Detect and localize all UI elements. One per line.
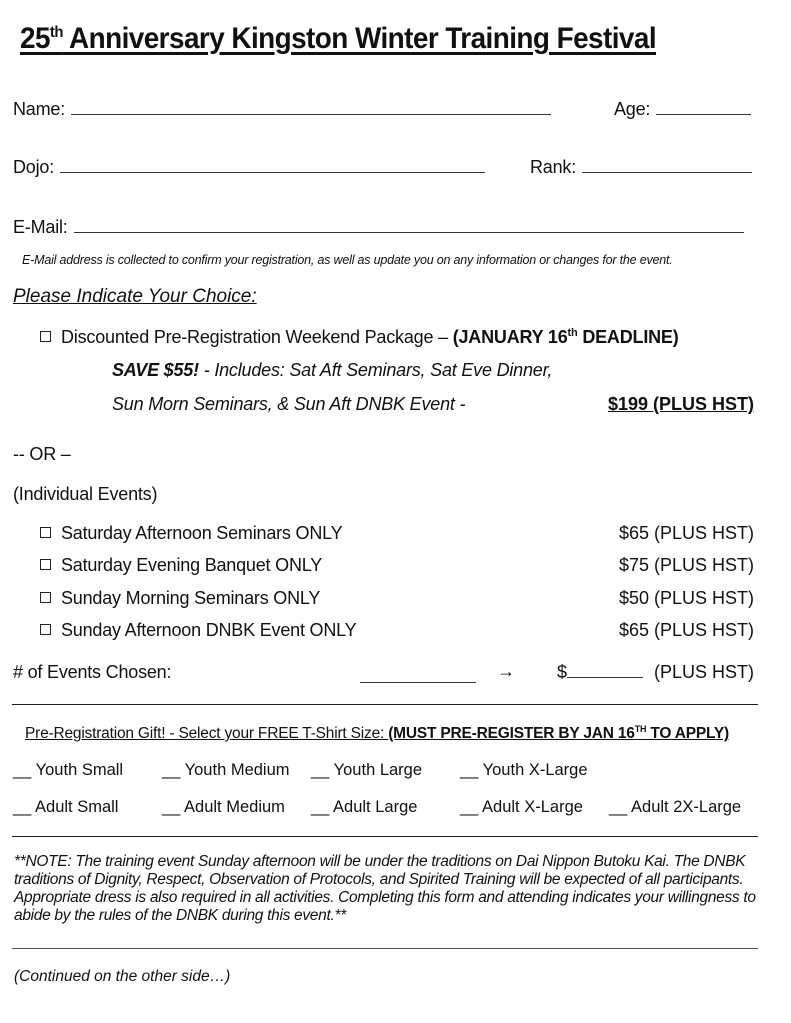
name-field [13,99,551,120]
dojo-label: Dojo: [13,157,55,177]
shirt-option-adult-large[interactable]: __ Adult Large [311,798,418,816]
individual-heading: (Individual Events) [13,484,158,504]
dojo-field [13,157,485,178]
event-checkbox[interactable] [40,624,51,635]
total-field: $ [557,662,643,683]
divider [12,948,758,949]
dojo-input[interactable] [60,171,485,173]
event-price: $75 (PLUS HST) [618,555,754,575]
event-option[interactable]: Saturday Evening Banquet ONLY [40,555,322,576]
package-checkbox[interactable] [40,331,51,342]
divider [12,836,758,837]
event-checkbox[interactable] [40,592,51,603]
shirt-option-adult-2xlarge[interactable]: __ Adult 2X-Large [609,798,742,816]
email-field [13,217,744,238]
age-input[interactable] [656,113,751,115]
gift-heading: Pre-Registration Gift! - Select your FREE T-Shirt Size: (MUST PRE-REGISTER BY JAN 16TH TO APPLY) [25,724,729,743]
event-price: $65 (PLUS HST) [618,620,754,640]
divider [12,704,758,705]
continued-note: (Continued on the other side…) [14,968,231,985]
rank-input[interactable] [582,171,752,173]
form-title: 25th Anniversary Kingston Winter Training Festival [20,22,657,55]
shirt-option-adult-xlarge[interactable]: __ Adult X-Large [460,798,583,816]
rank-label: Rank: [530,157,577,177]
event-option[interactable]: Saturday Afternoon Seminars ONLY [40,523,342,544]
total-input[interactable] [567,676,643,678]
package-includes-line-1: SAVE $55! - Includes: Sat Aft Seminars, Sat Eve Dinner, [112,360,553,380]
email-note: E-Mail address is collected to confirm your registration, as well as update you on any information or changes for the event. [22,253,673,267]
choice-heading: Please Indicate Your Choice: [13,286,257,307]
shirt-option-youth-large[interactable]: __ Youth Large [311,761,423,779]
email-label: E-Mail: [13,217,68,237]
shirt-option-youth-xlarge[interactable]: __ Youth X-Large [460,761,588,779]
event-option[interactable]: Sunday Afternoon DNBK Event ONLY [40,620,356,641]
package-price: $199 (PLUS HST) [607,394,754,414]
package-option[interactable] [40,327,679,348]
name-input[interactable] [71,113,551,115]
shirt-option-adult-small[interactable]: __ Adult Small [13,798,119,816]
age-field [614,99,751,120]
package-label: Discounted Pre-Registration Weekend Package – [61,327,453,347]
dnbk-note: **NOTE: The training event Sunday afternoon will be under the traditions on Dai Nippon Butoku Kai. The DNBK traditions of Dignity, Respect, Observation of Protocols, and Spirited Training will be expected of all participants. Appropriate dress is also required in all activities. Completing this form and attending indicates your willingness to abide by the rules of the DNBK during this event.** [14,853,756,924]
name-label: Name: [13,99,66,119]
shirt-option-youth-medium[interactable]: __ Youth Medium [162,761,290,779]
event-option[interactable]: Sunday Morning Seminars ONLY [40,588,320,609]
events-count-input[interactable] [360,682,476,683]
or-separator: -- OR – [13,444,71,464]
shirt-option-youth-small[interactable]: __ Youth Small [13,761,124,779]
shirt-option-adult-medium[interactable]: __ Adult Medium [162,798,285,816]
event-checkbox[interactable] [40,559,51,570]
event-price: $50 (PLUS HST) [618,588,754,608]
arrow-icon: → [497,661,515,681]
event-checkbox[interactable] [40,527,51,538]
total-plus-hst: (PLUS HST) [653,662,754,682]
age-label: Age: [614,99,651,119]
rank-field [530,157,752,178]
package-save: SAVE $55! [112,360,199,380]
events-chosen-label: # of Events Chosen: [13,662,172,682]
email-input[interactable] [74,231,744,233]
package-includes-line-2: Sun Morn Seminars, & Sun Aft DNBK Event - [112,394,466,414]
package-deadline: (JANUARY 16th DEADLINE) [452,327,679,347]
event-price: $65 (PLUS HST) [618,523,754,543]
